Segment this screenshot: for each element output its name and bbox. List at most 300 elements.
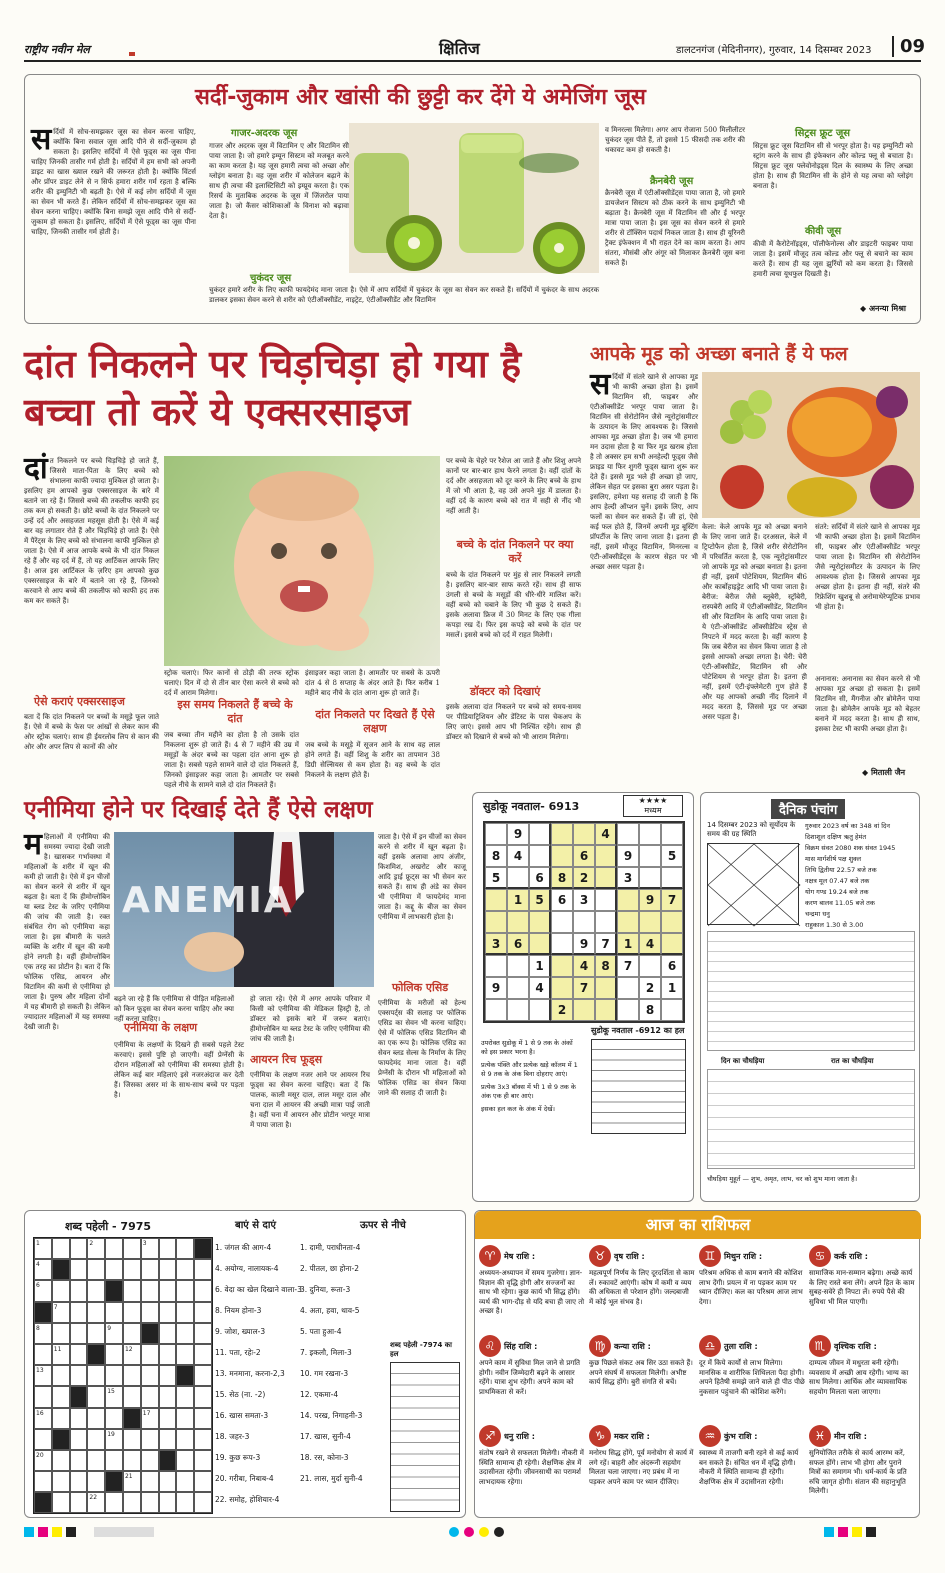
crossword-panel [24,1210,466,1518]
sudoku-cell[interactable] [551,977,573,999]
crossword-cell-number: 1 [36,1240,40,1247]
sudoku-cell[interactable] [507,955,529,977]
crossword-cell[interactable] [141,1471,159,1492]
juice-author: अनन्या मिश्रा [868,304,906,313]
crossword-cell[interactable] [194,1259,212,1280]
crossword-cell[interactable] [105,1238,123,1259]
day-chaughadia-title: दिन का चौघड़िया [721,1057,765,1065]
crossword-cell[interactable] [176,1323,194,1344]
crossword-cell[interactable] [70,1450,88,1471]
crossword-cell[interactable] [105,1492,123,1513]
sudoku-cell[interactable] [661,933,683,955]
sudoku-cell[interactable]: 1 [529,955,551,977]
crossword-cell[interactable] [70,1492,88,1513]
sudoku-cell[interactable] [595,999,617,1021]
anemia-text-1: महिलाओं में एनीमिया की समस्या ज्यादा देखी जाती है। खासकर गर्भावस्था में महिलाओं के शरीर में खून की कमी हो जाती है। ऐसे में इन चीजों का सेवन करने से शरीर में खून बढ़ता है। बता दें कि हीमोग्लोबिन या ब्लड टेस्ट के जरिए एनीमिया की जांच की जाती है। रक्त संबंधित रोग को एनीमिया कहा जाता है। इस बीमारी के चलते व्यक्ति के शरीर में खून की कमी होने लगती है। वहीं हीमोग्लोबिन एक तरह का प्रोटीन है। बता दें कि फोलिक एसिड, आयरन और विटामिन की कमी से एनीमिया हो जाता है। पुरुष और महिला दोनों में यह बीमारी हो सकती है। लेकिन ज्यादातर महिलाओं में यह समस्या देखी जाती है। [24,827,110,1031]
panchang-line: राहुकाल 1.30 से 3.00 [805,921,864,929]
crossword-block [34,1492,52,1513]
sudoku-cell[interactable]: 3 [485,933,507,955]
anemia-text-4: हो जाता रहे। ऐसे में अगर आपके परिवार में किसी को एनीमिया की मेडिकल हिस्ट्री है, तो डॉक्टर को इसके बारे में जरूर बताएं। हीमोग्लोबिन या ब्लड टेस्ट के जरिए एनीमिया की जांच की जाती है। [250,995,370,1043]
down-clue: 7. इकलौ, मिला-3 [300,1348,352,1357]
crossword-cell[interactable] [105,1344,123,1365]
sudoku-cell[interactable]: 5 [529,889,551,911]
crossword-cell[interactable] [87,1408,105,1429]
crossword-cell[interactable] [159,1471,177,1492]
crossword-cell[interactable] [123,1450,141,1471]
zodiac-icon: ♈ [479,1245,501,1267]
rashi-text: कुछ पिछले संकट अब सिर उठा सकते हैं। अपने संघर्ष में सफलता मिलेगी। अभीष्ट कार्य सिद्ध होंगे। बुरी संगति से बचें। [589,1359,693,1386]
citrus-text: सिट्रस फ्रूट जूस विटामिन सी से भरपूर होता है। यह इम्युनिटी को स्ट्रांग करने के साथ ही इंफेक्शन और कोल्ड फ्लू से बचाता है। सिट्रस फ्रूट जूस फ्लेवोनोइड्स दिल के स्वास्थ्य के लिए अच्छा होता है। साथ ही विटामिन सी के होने से यह त्वचा को ग्लोइंग बनाता है। [753,142,913,190]
crossword-cell[interactable] [194,1492,212,1513]
down-clue: 3. दुनिया, रूता-3 [300,1285,351,1294]
crossword-cell[interactable] [159,1259,177,1280]
teeth-text-1: दांत निकलने पर बच्चे चिड़चिड़े हो जाते हैं, जिससे माता-पिता के लिए बच्चे को संभालना काफी ज्यादा मुश्किल हो जाता है। इसलिए हम आपको कुछ एक्सरसाइज के बारे में बताने जा रहे हैं। जिससे बच्चे की तकलीफ काफी हद तक कम हो सकती है। छोटे बच्चों के दांत निकलने पर उन्हें दर्द और असहजता महसूस होती है। ऐसे में कई बार वह लगातार रोते हैं और चिड़चिड़े हो जाते हैं। ऐसे में पैरेंट्स के लिए बच्चे को संभालना काफी मुश्किल हो जाता है। ऐसे में आज आपके बच्चे के भी दांत निकल रहे हैं और वह दर्द में हैं, तो यह आर्टिकल आपके लिए है। आज इस आर्टिकल के ज़रिए हम आपको कुछ एक्सरसाइज के बारे में बताने जा रहे हैं, जिनको करवाने से आप बच्चे की तकलीफ को काफी हद तक कम कर सकते हैं। [24,451,159,605]
sudoku-cell[interactable]: 8 [551,867,573,889]
panchang-panel [700,792,920,1202]
sudoku-cell[interactable] [573,823,595,845]
sudoku-cell[interactable] [639,823,661,845]
sudoku-cell[interactable]: 7 [573,977,595,999]
crossword-cell[interactable] [87,1365,105,1386]
juice-dropcap: स [31,122,52,157]
crossword-cell[interactable] [123,1302,141,1323]
sudoku-cell[interactable] [661,911,683,933]
planet-table [707,931,915,1051]
crossword-cell[interactable] [141,1344,159,1365]
iron-rich-text: एनीमिया के लक्षण नजर आने पर आयरन रिच फूड्स का सेवन करना चाहिए। बता दें कि पालक, काली मसूर दाल, लाल मसूर दाल और चना दाल में आयरन की अच्छी मात्रा पाई जाती है। वहीं चना में आयरन और प्रोटीन भरपूर मात्रा में पाया जाता है। [250,1071,370,1129]
sudoku-cell[interactable] [529,823,551,845]
crossword-cell[interactable] [141,1365,159,1386]
crossword-cell[interactable] [70,1471,88,1492]
crossword-cell[interactable] [194,1408,212,1429]
crossword-cell[interactable] [159,1386,177,1407]
sudoku-cell[interactable]: 5 [661,845,683,867]
anemia-symptoms-text: एनीमिया के लक्षणों के दिखने ही सबसे पहले टेस्ट करवाएं। इससे पुष्टि हो जाएगी। वहीं प्रेग्नेंसी के दौरान महिलाओं को एनीमिया की समस्या होती है। लेकिन कई बार महिलाएं इसे नजरअंदाज कर देती हैं। जिसका असर मां के साथ-साथ बच्चे पर पड़ता है। [114,1041,244,1099]
panchang-line: करण बालव 11.05 बजे तक [805,899,875,907]
crossword-cell[interactable] [123,1280,141,1301]
crossword-cell[interactable] [141,1429,159,1450]
down-clue: 21. लास, मुर्दा सुनी-4 [300,1474,363,1483]
night-chaughadia-title: रात का चौघड़िया [831,1057,874,1065]
rashi-entry [699,1425,805,1507]
rashi-entry [589,1335,695,1417]
crossword-cell[interactable] [194,1429,212,1450]
crossword-cell[interactable] [176,1471,194,1492]
panchang-lines [805,821,917,931]
sudoku-cell[interactable] [485,955,507,977]
sudoku-cell[interactable] [639,867,661,889]
rashi-entry [699,1245,805,1327]
kiwi-heading: कीवी जूस [805,226,842,237]
crossword-cell[interactable] [141,1492,159,1513]
sudoku-cell[interactable] [551,933,573,955]
crossword-cell[interactable] [52,1323,70,1344]
crossword-cell[interactable] [194,1365,212,1386]
sudoku-cell[interactable] [507,977,529,999]
crossword-cell[interactable] [141,1238,159,1259]
panchang-line: नक्षत्र मूल 07.47 बजे तक [805,877,870,885]
crossword-cell[interactable] [159,1365,177,1386]
crossword-cell[interactable] [176,1259,194,1280]
crossword-cell[interactable] [141,1259,159,1280]
across-clue: 15. सेठ (ना. -2) [215,1390,266,1399]
sudoku-cell[interactable]: 8 [639,999,661,1021]
sudoku-cell[interactable]: 4 [573,955,595,977]
crossword-cell[interactable] [34,1344,52,1365]
crossword-cell[interactable] [52,1302,70,1323]
crossword-cell[interactable] [176,1302,194,1323]
crossword-cell[interactable] [52,1238,70,1259]
sudoku-cell[interactable]: 4 [595,823,617,845]
across-clue: 9. जोश, ख्याल-3 [215,1327,266,1336]
sudoku-cell[interactable] [617,911,639,933]
symptoms-text: जब बच्चे के मसूड़े में सूजन आने के साथ वह लाल होने लगते हैं। वहीं शिशु के शरीर का तापमान 38 डिग्री सेल्सियस से कम होता है। वह बच्चे के दांत निकलने के लक्षण होते हैं। [305,741,440,779]
crossword-cell[interactable] [70,1280,88,1301]
crossword-cell[interactable] [87,1492,105,1513]
teeth-text-right: पर बच्चे के चेहरे पर रैशेज आ जाते हैं और शिशु अपने कानों पर बार-बार हाथ फेरने लगता है। वहीं दांतों के दर्द और असहजता को दूर करने के लिए बच्चे के हाथ में जो भी आता है, वह उसे अपने मुंह में डालता है। वहीं दर्द के कारण बच्चे को रात में सही से नींद भी नहीं आती है। [446,457,581,515]
crossword-cell[interactable] [194,1280,212,1301]
zodiac-icon: ♊ [699,1245,721,1267]
sudoku-cell[interactable] [507,911,529,933]
crossword-cell-number: 2 [89,1240,94,1247]
zodiac-icon: ♉ [589,1245,611,1267]
sudoku-cell[interactable]: 6 [551,889,573,911]
crossword-cell-number: 6 [36,1282,40,1290]
sudoku-cell[interactable] [551,845,573,867]
sudoku-cell[interactable]: 1 [507,889,529,911]
zodiac-icon: ♑ [589,1425,611,1447]
crossword-cell[interactable] [87,1302,105,1323]
sudoku-panel [472,792,694,1202]
rashi-text: अध्ययन-अध्यापन में समय गुजरेगा। ज्ञान-विज्ञान की वृद्धि होगी और सज्जनों का साथ भी रहेगा। कुछ कार्य भी सिद्ध होंगे। व्यर्थ की भाग-दौड़ से यदि बचा ही जाए तो अच्छा है। [479,1269,585,1315]
crossword-cell[interactable] [70,1408,88,1429]
crossword-cell[interactable] [176,1429,194,1450]
crossword-cell[interactable] [123,1344,141,1365]
crossword-cell[interactable] [34,1471,52,1492]
kiwi-text: कीवी में कैरोटेनॉइड्स, पॉलीफेनोल्स और डाइटरी फाइबर पाया जाता है। इसमें मौजूद तत्व कोल्ड और फ्लू से बचाने का काम करते हैं। साथ ही यह जूस झुर्रियों को कम करता है। जिससे हमारी त्वचा यूथफुल दिखती है। [753,240,913,278]
crossword-cell[interactable] [105,1450,123,1471]
crossword-cell[interactable] [70,1302,88,1323]
crossword-cell[interactable] [34,1323,52,1344]
crossword-cell[interactable] [123,1323,141,1344]
sudoku-cell[interactable]: 7 [617,955,639,977]
crossword-cell[interactable] [105,1259,123,1280]
sudoku-cell[interactable]: 6 [661,955,683,977]
sudoku-cell[interactable] [485,999,507,1021]
teeth-headline: दांत निकलने पर चिड़चिड़ा हो गया है बच्चा तो करें ये एक्सरसाइज [24,342,522,434]
crossword-cell[interactable] [176,1280,194,1301]
crossword-cell[interactable] [176,1408,194,1429]
sudoku-cell[interactable] [661,999,683,1021]
section-name: क्षितिज [439,39,480,58]
crossword-block [52,1259,70,1280]
crossword-cell[interactable] [141,1280,159,1301]
sudoku-cell[interactable] [661,823,683,845]
crossword-cell-number: 11 [53,1345,62,1353]
crossword-cell[interactable] [159,1492,177,1513]
crossword-cell[interactable] [70,1344,88,1365]
rashi-entry [809,1245,915,1327]
crossword-cell[interactable] [52,1450,70,1471]
crossword-cell[interactable] [194,1471,212,1492]
crossword-block [123,1408,141,1429]
crossword-cell[interactable] [52,1280,70,1301]
fruits-photo [702,372,920,518]
rashi-text: दाम्पत्य जीवन में मधुरता बनी रहेगी। व्यवसाय में अच्छी आय रहेगी। भाग्य का साथ मिलेगा। आर्थिक और व्यावसायिक सहयोग मिलता चला जाएगा। [809,1359,909,1396]
sudoku-cell[interactable] [485,911,507,933]
sudoku-solution-grid [591,1039,686,1134]
rashi-entry [589,1245,695,1327]
sudoku-cell[interactable]: 4 [529,977,551,999]
zodiac-icon: ♍ [589,1335,611,1357]
doctor-text: इसके अलावा दांत निकलने पर बच्चे को समय-समय पर पीडियाट्रिशियन और डेंटिस्ट के पास चेकअप के लिए जाएं। इससे आप भी निश्चिंत रहेंगे। साथ ही डॉक्टर को दिखाने से बच्चे को भी आराम मिलेगा। [446,703,581,741]
sudoku-cell[interactable] [617,977,639,999]
sudoku-cell[interactable]: 9 [507,823,529,845]
sudoku-note: इसका हल कल के अंक में देखें। [481,1105,555,1113]
crossword-cell[interactable] [87,1429,105,1450]
anemia-text-right: जाता है। ऐसे में इन चीजों का सेवन करने से शरीर में खून बढ़ता है। वहीं इसके अलावा आप अंजीर, किशमिश, अखरोट और काजू आदि ड्राई फ्रूट्स का भी सेवन कर सकते हैं। साथ ही अंडे का सेवन भी एनीमिया में फायदेमंद माना जाता है। कद्दू के बीज का सेवन एनीमिया में लाभकारी होता है। [378,833,466,921]
sudoku-grid [483,821,685,1023]
crossword-cell[interactable] [176,1386,194,1407]
sudoku-cell[interactable] [573,911,595,933]
crossword-cell[interactable] [70,1429,88,1450]
sudoku-cell[interactable] [529,999,551,1021]
sudoku-cell[interactable]: 6 [573,845,595,867]
sudoku-cell[interactable]: 9 [573,933,595,955]
crossword-cell[interactable] [176,1344,194,1365]
sudoku-difficulty: ★★★★ मध्यम [623,795,683,817]
sudoku-cell[interactable] [617,823,639,845]
crossword-cell-number: 19 [107,1430,115,1438]
sudoku-cell[interactable]: 2 [639,977,661,999]
incisor-text: इंसाइजर कहा जाता है। आमतौर पर सबसे के ऊपरी दांत 4 से 8 सप्ताह के अंदर आते हैं। फिर करीब 1 महीने बाद नीचे के दांत आना शुरू हो जाते हैं। [305,669,440,697]
crossword-cell[interactable] [105,1408,123,1429]
beetroot-text-2: व मिनरल्स मिलेगा। अगर आप रोजाना 500 मिलीलीटर चुकंदर जूस पीते हैं, तो इससे 15 फीसदी तक शरीर की थकावट कम हो सकती है। [605,126,745,154]
crossword-solution [390,1341,462,1511]
sudoku-cell[interactable] [529,933,551,955]
sudoku-cell[interactable]: 7 [595,933,617,955]
sudoku-cell[interactable] [573,999,595,1021]
across-clue: 18. जहर-3 [215,1432,250,1441]
crossword-block [194,1238,212,1259]
crossword-cell[interactable] [87,1386,105,1407]
rashi-name: कुंभ राशि : [724,1431,758,1441]
sudoku-cell[interactable]: 4 [639,933,661,955]
anemia-headline: एनीमिया होने पर दिखाई देते हैं ऐसे लक्षण [24,797,373,823]
zodiac-icon: ♓ [809,1425,831,1447]
sudoku-note: उपरोक्त सुडोकू में 1 से 9 तक के अंकों को इस प्रकार भरना है। [481,1039,573,1056]
crossword-cell[interactable] [123,1386,141,1407]
crossword-cell[interactable] [176,1238,194,1259]
crossword-solution-title: शब्द पहेली -7974 का हल [390,1341,452,1358]
sudoku-cell[interactable]: 9 [485,977,507,999]
crossword-cell[interactable] [194,1302,212,1323]
folic-acid-heading: फोलिक एसिड [392,981,449,994]
sudoku-cell[interactable] [595,867,617,889]
crossword-cell[interactable] [105,1386,123,1407]
sudoku-cell[interactable] [617,999,639,1021]
carrot-ginger-heading: गाजर-अदरक जूस [231,128,298,139]
crossword-cell[interactable] [123,1365,141,1386]
sudoku-cell[interactable]: 8 [595,955,617,977]
sudoku-cell[interactable] [595,889,617,911]
crossword-cell[interactable] [87,1280,105,1301]
crossword-cell[interactable] [176,1450,194,1471]
sudoku-cell[interactable] [639,955,661,977]
crossword-cell[interactable] [87,1238,105,1259]
crossword-cell[interactable] [34,1429,52,1450]
crossword-cell-number: 8 [36,1324,40,1332]
crossword-cell[interactable] [105,1429,123,1450]
sudoku-cell[interactable] [617,889,639,911]
crossword-cell[interactable] [70,1259,88,1280]
sudoku-cell[interactable] [595,911,617,933]
sudoku-cell[interactable] [485,889,507,911]
panchang-title: दैनिक पंचांग [771,799,845,819]
sudoku-cell[interactable] [595,977,617,999]
anemia-photo [114,832,374,987]
rashi-text: महत्वपूर्ण निर्णय के लिए दूरदर्शिता से काम लें। रुकावटें आएंगी। कोष में कमी व व्यय की अधिकता से परेशान होंगे। जल्दबाजी में कोई भूल संभव है। [589,1269,695,1306]
crossword-cell[interactable] [194,1344,212,1365]
crossword-cell[interactable] [105,1302,123,1323]
zodiac-icon: ♒ [699,1425,721,1447]
crossword-cell[interactable] [159,1302,177,1323]
sudoku-cell[interactable]: 2 [551,999,573,1021]
sudoku-cell[interactable] [661,867,683,889]
crossword-cell[interactable] [34,1450,52,1471]
crossword-cell[interactable] [34,1386,52,1407]
crossword-cell[interactable] [159,1429,177,1450]
sudoku-cell[interactable]: 9 [639,889,661,911]
exercise-heading: ऐसे कराएं एक्सरसाइज [34,695,125,708]
sudoku-cell[interactable]: 9 [617,845,639,867]
sudoku-cell[interactable]: 7 [661,889,683,911]
rashi-entry [809,1425,915,1507]
orange-text: संतरे: सर्दियों में संतरे खाने से आपका मूड भी काफी अच्छा होता है। इसमें विटामिन सी, फाइबर और एंटीऑक्सीडेंट भरपूर पाया जाता है। विटामिन सी सेरोटोनिन जैसे न्यूरोट्रांसमीटर के उत्पादन के लिए आवश्यक होता है। जिससे आपका मूड अच्छा होता है। इतना ही नहीं, संतरे की रिफ्रेशिंग खुशबू से अरोमाथेरेप्यूटिक प्रभाव भी होता है। [815,523,920,611]
teeth-timing-text: जब बच्चा तीन महीने का होता है तो उसके दांत निकलना शुरू हो जाते हैं। 4 से 7 महीने की उम्र में मसूड़ों के अंदर बच्चे का पहला दांत आना शुरू हो जाता है। सबसे पहले सामने वाले दो दांत निकलते हैं, जिनको इंसाइजर कहा जाता है। आमतौर पर सबसे पहले नीचे के सामने वाले दो दांत निकलते हैं। [164,731,299,789]
crossword-cell[interactable] [52,1492,70,1513]
crossword-cell[interactable] [105,1365,123,1386]
crossword-cell[interactable] [141,1386,159,1407]
crossword-block [52,1429,70,1450]
crossword-cell[interactable] [194,1323,212,1344]
crossword-cell[interactable] [159,1323,177,1344]
crossword-cell-number: 22 [89,1494,98,1502]
sudoku-cell[interactable]: 5 [485,867,507,889]
sudoku-cell[interactable]: 4 [507,845,529,867]
sudoku-cell[interactable]: 6 [529,867,551,889]
sudoku-cell[interactable]: 3 [573,889,595,911]
sudoku-cell[interactable] [551,823,573,845]
crossword-cell[interactable] [123,1471,141,1492]
down-clue: 17. खास, सुनी-4 [300,1432,351,1441]
crossword-cell[interactable] [34,1408,52,1429]
sudoku-notes [481,1039,581,1114]
rashi-name: मकर राशि : [614,1431,650,1441]
rashi-entry [809,1335,915,1417]
sudoku-cell[interactable]: 8 [485,845,507,867]
crossword-cell[interactable] [123,1429,141,1450]
sudoku-cell[interactable] [529,845,551,867]
rashi-text: परिश्रम अधिक से काम बनाने की कोशिश लाभ देंगी। प्रयत्न में ना पड़कर काम पर ध्यान दीजिए। कल का परिश्रम आज लाभ देगा। [699,1269,803,1306]
sudoku-cell[interactable]: 3 [617,867,639,889]
crossword-cell[interactable] [34,1238,52,1259]
crossword-cell[interactable] [34,1280,52,1301]
crossword-cell[interactable] [141,1302,159,1323]
crossword-cell[interactable] [52,1344,70,1365]
crossword-cell[interactable] [159,1408,177,1429]
crossword-cell[interactable] [159,1238,177,1259]
crossword-cell[interactable] [34,1365,52,1386]
panchang-line: गुरुवार 2023 वर्ष का 348 वां दिन [805,822,890,830]
sudoku-cell[interactable]: 1 [661,977,683,999]
across-title: बाएं से दाएं [235,1220,276,1231]
crossword-cell[interactable] [159,1344,177,1365]
crossword-grid [33,1237,213,1514]
crossword-cell[interactable] [87,1450,105,1471]
crossword-cell[interactable] [70,1365,88,1386]
sudoku-cell[interactable] [507,867,529,889]
panchang-line: दिशाशूल दक्षिण ऋतु हेमंत [805,833,867,841]
sudoku-cell[interactable] [595,845,617,867]
down-clue: 12. एकमा-4 [300,1390,339,1399]
sudoku-cell[interactable] [551,955,573,977]
sudoku-cell[interactable] [639,911,661,933]
crossword-cell[interactable] [34,1259,52,1280]
crossword-cell[interactable] [52,1471,70,1492]
rashi-name: सिंह राशि : [504,1341,538,1351]
across-clue: 13. मनमाना, करना-2,3 [215,1369,285,1378]
crossword-cell[interactable] [52,1408,70,1429]
sudoku-cell[interactable] [551,911,573,933]
crossword-cell[interactable] [123,1492,141,1513]
across-clue: 20. गरीबा, निबाब-4 [215,1474,274,1483]
sudoku-cell[interactable] [485,823,507,845]
crossword-cell[interactable] [70,1238,88,1259]
crossword-cell[interactable] [87,1259,105,1280]
crossword-cell[interactable] [87,1471,105,1492]
crossword-cell[interactable] [123,1238,141,1259]
rashi-name: मेष राशि : [504,1251,536,1261]
crossword-cell[interactable] [159,1280,177,1301]
crossword-cell[interactable] [52,1365,70,1386]
rashi-name: मीन राशि : [834,1431,867,1441]
crossword-cell[interactable] [141,1408,159,1429]
crossword-cell[interactable] [176,1492,194,1513]
sudoku-cell[interactable]: 6 [507,933,529,955]
rashi-text: संतोष रखने से सफलता मिलेगी। नौकरी में स्थिति सामान्य ही रहेगी। शैक्षणिक क्षेत्र में उदासीनता रहेगी। जीवनसाथी का परामर्श लाभदायक रहेगा। [479,1449,584,1486]
kundali-chart [707,843,799,925]
crossword-cell[interactable] [194,1386,212,1407]
sudoku-cell[interactable]: 1 [617,933,639,955]
crossword-cell[interactable] [70,1323,88,1344]
crossword-cell[interactable] [87,1323,105,1344]
cranberry-heading: क्रैनबेरी जूस [650,176,694,187]
sudoku-cell[interactable] [529,911,551,933]
crossword-cell[interactable] [105,1323,123,1344]
down-title: ऊपर से नीचे [360,1220,406,1231]
crossword-cell[interactable] [52,1386,70,1407]
crossword-cell[interactable] [141,1450,159,1471]
crossword-cell[interactable] [194,1450,212,1471]
sudoku-cell[interactable]: 2 [573,867,595,889]
crossword-title: शब्द पहेली - 7975 [65,1220,152,1233]
sudoku-cell[interactable] [639,845,661,867]
panchang-line: विक्रम संवत 2080 शक संवत 1945 [805,844,896,852]
rashi-name: वृश्चिक राशि : [834,1341,877,1351]
crossword-cell[interactable] [123,1259,141,1280]
sudoku-cell[interactable] [507,999,529,1021]
